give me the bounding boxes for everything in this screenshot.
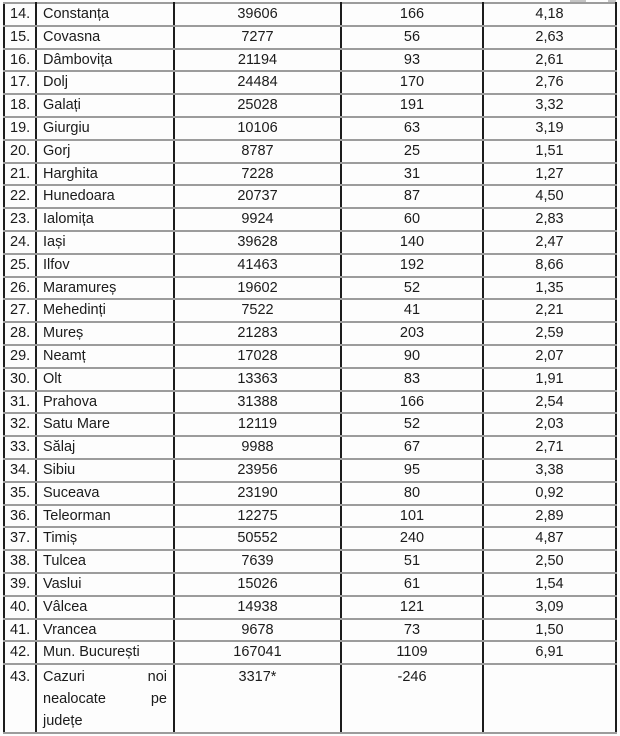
new-cases-cell: 61	[341, 573, 483, 596]
row-index-cell: 32.	[4, 413, 36, 436]
row-index-cell: 25.	[4, 254, 36, 277]
table-row	[4, 254, 616, 277]
table-row	[4, 117, 616, 140]
new-cases-cell: 52	[341, 277, 483, 300]
table-row	[4, 505, 616, 528]
row-index-cell: 37.	[4, 527, 36, 550]
total-cases-cell: 7228	[174, 163, 341, 186]
new-cases-cell: 25	[341, 140, 483, 163]
new-cases-cell: 83	[341, 368, 483, 391]
table-row	[4, 368, 616, 391]
label-word: nealocate	[43, 691, 106, 708]
county-name-cell: Hunedoara	[36, 185, 174, 208]
table-row	[4, 573, 616, 596]
table-row	[4, 140, 616, 163]
incidence-cell: 3,38	[483, 459, 616, 482]
label-word: noi	[147, 669, 167, 686]
row-index-cell: 19.	[4, 117, 36, 140]
new-cases-cell: 191	[341, 94, 483, 117]
county-name-cell: Sălaj	[36, 436, 174, 459]
total-cases-cell: 17028	[174, 345, 341, 368]
total-cases-cell: 3317*	[174, 664, 341, 733]
total-cases-cell: 25028	[174, 94, 341, 117]
new-cases-cell: 41	[341, 299, 483, 322]
table-body	[4, 3, 616, 733]
county-name-cell: Sibiu	[36, 459, 174, 482]
justified-label-line	[43, 688, 167, 710]
total-cases-cell: 19602	[174, 277, 341, 300]
incidence-cell: 2,07	[483, 345, 616, 368]
incidence-cell: 6,91	[483, 641, 616, 664]
incidence-cell: 2,21	[483, 299, 616, 322]
incidence-cell: 1,51	[483, 140, 616, 163]
table-row	[4, 163, 616, 186]
row-index-cell: 34.	[4, 459, 36, 482]
row-index-cell: 38.	[4, 550, 36, 573]
table-row	[4, 596, 616, 619]
incidence-cell: 2,71	[483, 436, 616, 459]
row-index-cell: 27.	[4, 299, 36, 322]
table-row	[4, 277, 616, 300]
total-cases-cell: 7639	[174, 550, 341, 573]
incidence-cell: 2,03	[483, 413, 616, 436]
row-index-cell: 42.	[4, 641, 36, 664]
table-row	[4, 71, 616, 94]
incidence-cell: 0,92	[483, 482, 616, 505]
total-cases-cell: 167041	[174, 641, 341, 664]
table-row	[4, 345, 616, 368]
incidence-cell	[483, 664, 616, 733]
table-row	[4, 641, 616, 664]
row-index-cell: 23.	[4, 208, 36, 231]
incidence-cell: 2,50	[483, 550, 616, 573]
county-name-cell: Suceava	[36, 482, 174, 505]
county-name-cell: Vâlcea	[36, 596, 174, 619]
new-cases-cell: 166	[341, 3, 483, 26]
row-index-cell: 18.	[4, 94, 36, 117]
total-cases-cell: 10106	[174, 117, 341, 140]
new-cases-cell: 1109	[341, 641, 483, 664]
county-name-cell: Satu Mare	[36, 413, 174, 436]
incidence-cell: 2,63	[483, 26, 616, 49]
row-index-cell: 39.	[4, 573, 36, 596]
total-cases-cell: 14938	[174, 596, 341, 619]
incidence-cell: 3,19	[483, 117, 616, 140]
row-index-cell: 28.	[4, 322, 36, 345]
county-name-cell: Mehedinți	[36, 299, 174, 322]
total-cases-cell: 12275	[174, 505, 341, 528]
table-row	[4, 208, 616, 231]
county-name-cell: Covasna	[36, 26, 174, 49]
total-cases-cell: 23956	[174, 459, 341, 482]
incidence-cell: 2,61	[483, 49, 616, 72]
justified-label-line	[43, 710, 167, 732]
row-index-cell: 14.	[4, 3, 36, 26]
incidence-cell: 4,50	[483, 185, 616, 208]
row-index-cell: 15.	[4, 26, 36, 49]
county-name-cell: Olt	[36, 368, 174, 391]
new-cases-cell: 121	[341, 596, 483, 619]
table-row-unallocated	[4, 664, 616, 733]
county-name-cell: Mureș	[36, 322, 174, 345]
row-index-cell: 29.	[4, 345, 36, 368]
total-cases-cell: 12119	[174, 413, 341, 436]
row-index-cell: 30.	[4, 368, 36, 391]
county-name-cell: Neamț	[36, 345, 174, 368]
total-cases-cell: 9924	[174, 208, 341, 231]
new-cases-cell: 52	[341, 413, 483, 436]
new-cases-cell: 67	[341, 436, 483, 459]
incidence-cell: 2,54	[483, 391, 616, 414]
county-name-cell: Constanța	[36, 3, 174, 26]
county-name-cell: Prahova	[36, 391, 174, 414]
row-index-cell: 26.	[4, 277, 36, 300]
incidence-cell: 1,54	[483, 573, 616, 596]
new-cases-cell: 80	[341, 482, 483, 505]
row-index-cell: 33.	[4, 436, 36, 459]
total-cases-cell: 7522	[174, 299, 341, 322]
new-cases-cell: 56	[341, 26, 483, 49]
county-name-cell: Teleorman	[36, 505, 174, 528]
table-row	[4, 482, 616, 505]
county-name-cell: Vrancea	[36, 619, 174, 642]
new-cases-cell: 60	[341, 208, 483, 231]
new-cases-cell: 63	[341, 117, 483, 140]
county-name-cell: Harghita	[36, 163, 174, 186]
county-name-cell: Giurgiu	[36, 117, 174, 140]
row-index-cell: 16.	[4, 49, 36, 72]
incidence-cell: 2,76	[483, 71, 616, 94]
new-cases-cell: 170	[341, 71, 483, 94]
table-row	[4, 391, 616, 414]
row-index-cell: 17.	[4, 71, 36, 94]
row-index-cell: 24.	[4, 231, 36, 254]
table-row	[4, 49, 616, 72]
county-name-cell: Ilfov	[36, 254, 174, 277]
table-row	[4, 459, 616, 482]
row-index-cell: 36.	[4, 505, 36, 528]
total-cases-cell: 24484	[174, 71, 341, 94]
county-name-cell: Gorj	[36, 140, 174, 163]
table-row	[4, 299, 616, 322]
table-row	[4, 231, 616, 254]
county-name-cell: Maramureș	[36, 277, 174, 300]
new-cases-cell: 140	[341, 231, 483, 254]
incidence-cell: 1,35	[483, 277, 616, 300]
new-cases-cell: 51	[341, 550, 483, 573]
incidence-cell: 1,91	[483, 368, 616, 391]
row-index-cell: 35.	[4, 482, 36, 505]
total-cases-cell: 50552	[174, 527, 341, 550]
new-cases-cell: 101	[341, 505, 483, 528]
total-cases-cell: 31388	[174, 391, 341, 414]
incidence-cell: 4,87	[483, 527, 616, 550]
incidence-cell: 8,66	[483, 254, 616, 277]
incidence-cell: 2,47	[483, 231, 616, 254]
total-cases-cell: 7277	[174, 26, 341, 49]
row-index-cell: 40.	[4, 596, 36, 619]
county-name-cell: Galați	[36, 94, 174, 117]
table-row	[4, 550, 616, 573]
county-name-cell	[36, 664, 174, 733]
table-row	[4, 619, 616, 642]
row-index-cell: 20.	[4, 140, 36, 163]
new-cases-cell: 90	[341, 345, 483, 368]
incidence-cell: 1,50	[483, 619, 616, 642]
county-name-cell: Dâmbovița	[36, 49, 174, 72]
row-index-cell: 43.	[4, 664, 36, 733]
row-index-cell: 21.	[4, 163, 36, 186]
county-name-cell: Tulcea	[36, 550, 174, 573]
new-cases-cell: 203	[341, 322, 483, 345]
incidence-cell: 3,32	[483, 94, 616, 117]
row-index-cell: 41.	[4, 619, 36, 642]
county-name-cell: Timiș	[36, 527, 174, 550]
total-cases-cell: 39606	[174, 3, 341, 26]
county-name-cell: Dolj	[36, 71, 174, 94]
incidence-cell: 4,18	[483, 3, 616, 26]
total-cases-cell: 13363	[174, 368, 341, 391]
total-cases-cell: 9988	[174, 436, 341, 459]
total-cases-cell: 39628	[174, 231, 341, 254]
table-row	[4, 413, 616, 436]
incidence-cell: 2,59	[483, 322, 616, 345]
total-cases-cell: 15026	[174, 573, 341, 596]
county-name-cell: Vaslui	[36, 573, 174, 596]
table-row	[4, 94, 616, 117]
county-name-cell: Ialomița	[36, 208, 174, 231]
new-cases-cell: 31	[341, 163, 483, 186]
new-cases-cell: 95	[341, 459, 483, 482]
total-cases-cell: 21194	[174, 49, 341, 72]
table-row	[4, 26, 616, 49]
county-name-cell: Mun. București	[36, 641, 174, 664]
justified-label-line	[43, 666, 167, 688]
new-cases-cell: 166	[341, 391, 483, 414]
new-cases-cell: 240	[341, 527, 483, 550]
label-word: Cazuri	[43, 669, 85, 686]
table-row	[4, 527, 616, 550]
incidence-cell: 2,89	[483, 505, 616, 528]
row-index-cell: 22.	[4, 185, 36, 208]
incidence-cell: 2,83	[483, 208, 616, 231]
total-cases-cell: 8787	[174, 140, 341, 163]
total-cases-cell: 20737	[174, 185, 341, 208]
county-cases-table	[3, 2, 617, 734]
row-index-cell: 31.	[4, 391, 36, 414]
total-cases-cell: 9678	[174, 619, 341, 642]
label-word: județe	[43, 713, 83, 730]
total-cases-cell: 41463	[174, 254, 341, 277]
table-row	[4, 322, 616, 345]
new-cases-cell: 192	[341, 254, 483, 277]
incidence-cell: 1,27	[483, 163, 616, 186]
new-cases-cell: 73	[341, 619, 483, 642]
table-row	[4, 3, 616, 26]
new-cases-cell: 87	[341, 185, 483, 208]
county-name-cell: Iași	[36, 231, 174, 254]
new-cases-cell: 93	[341, 49, 483, 72]
incidence-cell: 3,09	[483, 596, 616, 619]
table-row	[4, 436, 616, 459]
total-cases-cell: 23190	[174, 482, 341, 505]
table-row	[4, 185, 616, 208]
total-cases-cell: 21283	[174, 322, 341, 345]
new-cases-cell: -246	[341, 664, 483, 733]
label-word: pe	[150, 691, 167, 708]
